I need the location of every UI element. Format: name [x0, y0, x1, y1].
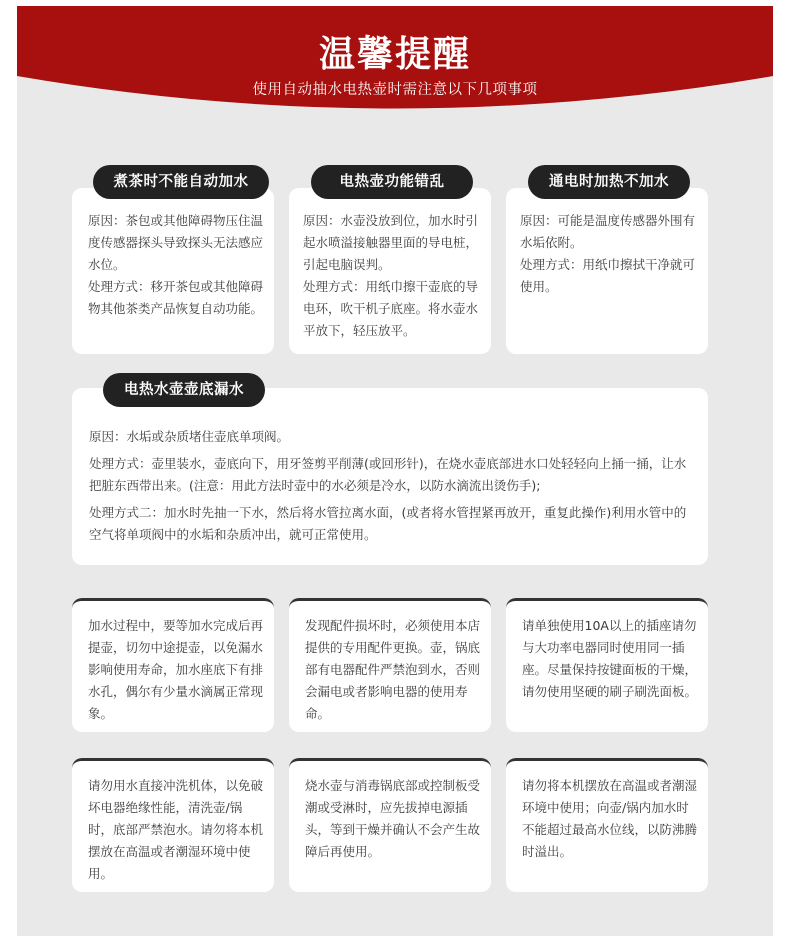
problem-title-2: 电热壶功能错乱	[311, 165, 473, 199]
problem-card-1	[72, 188, 274, 354]
note-text: 请勿将本机摆放在高温或者潮湿环境中使用；向壶/锅内加水时不能超过最高水位线，以防沸腾时溢出。	[522, 778, 698, 859]
page-subtitle: 使用自动抽水电热壶时需注意以下几项事项	[252, 82, 538, 98]
problem-card-3	[506, 188, 708, 354]
problem-title-1: 煮茶时不能自动加水	[93, 165, 269, 199]
leak-fix-2: 处理方式二：加水时先抽一下水，然后将水管拉离水面，(或者将水管捏紧再放开，重复此操作)利用水管中的空气将单项阀中的水垢和杂质冲出，就可正常使用。	[89, 505, 687, 542]
note-text: 请勿用水直接冲洗机体，以免破坏电器绝缘性能，清洗壶/锅时，底部严禁泡水。请勿将本机摆放在高温或者潮湿环境中使用。	[88, 778, 264, 881]
page	[17, 6, 773, 936]
leak-card-text	[89, 426, 695, 546]
problem-fix: 处理方式：移开茶包或其他障碍物其他茶类产品恢复自动功能。	[88, 279, 264, 316]
problem-fix: 处理方式：用纸巾擦拭干净就可使用。	[520, 257, 696, 294]
problem-cause: 原因：水壶没放到位，加水时引起水喷溢接触器里面的导电桩，引起电脑误判。	[303, 213, 479, 272]
problem-cause: 原因：茶包或其他障碍物压住温度传感器探头导致探头无法感应水位。	[88, 213, 264, 272]
leak-card	[72, 388, 708, 565]
note-text: 加水过程中，要等加水完成后再提壶，切勿中途提壶，以免漏水影响使用寿命，加水座底下有排水孔，偶尔有少量水滴属正常现象。	[88, 618, 264, 721]
problem-fix: 处理方式：用纸巾擦干壶底的导电环，吹干机子底座。将水壶水平放下，轻压放平。	[303, 279, 479, 338]
problem-title-3: 通电时加热不加水	[528, 165, 690, 199]
note-card-5	[289, 758, 491, 892]
note-card-1	[72, 598, 274, 732]
leak-fix-1: 处理方式：壶里装水，壶底向下，用牙签剪平削薄(或回形针)，在烧水壶底部进水口处轻轻向上捅一捅，让水把脏东西带出来。(注意：用此方法时壶中的水必须是冷水，以防水滴流出烫伤手);	[89, 456, 687, 493]
leak-title: 电热水壶壶底漏水	[103, 373, 265, 407]
problem-card-text	[88, 210, 264, 320]
leak-cause: 原因：水垢或杂质堵住壶底单项阀。	[89, 429, 290, 444]
note-card-3	[506, 598, 708, 732]
note-card-6	[506, 758, 708, 892]
page-title: 温馨提醒	[318, 33, 471, 75]
note-text: 请单独使用10A以上的插座请勿与大功率电器同时使用同一插座。尽量保持按键面板的干燥，请勿使用坚硬的刷子刷洗面板。	[522, 618, 698, 699]
problem-card-2	[289, 188, 491, 354]
note-card-4	[72, 758, 274, 892]
note-text: 烧水壶与消毒锅底部或控制板受潮或受淋时，应先拔掉电源插头，等到干燥并确认不会产生故障后再使用。	[305, 778, 481, 859]
problem-card-text	[520, 210, 702, 298]
note-card-2	[289, 598, 491, 732]
problem-card-text	[303, 210, 483, 342]
note-text: 发现配件损坏时，必须使用本店提供的专用配件更换。壶，锅底部有电器配件严禁泡到水，否则会漏电或者影响电器的使用寿命。	[305, 618, 481, 721]
header-banner	[17, 6, 773, 116]
problem-cause: 原因：可能是温度传感器外围有水垢依附。	[520, 213, 696, 250]
